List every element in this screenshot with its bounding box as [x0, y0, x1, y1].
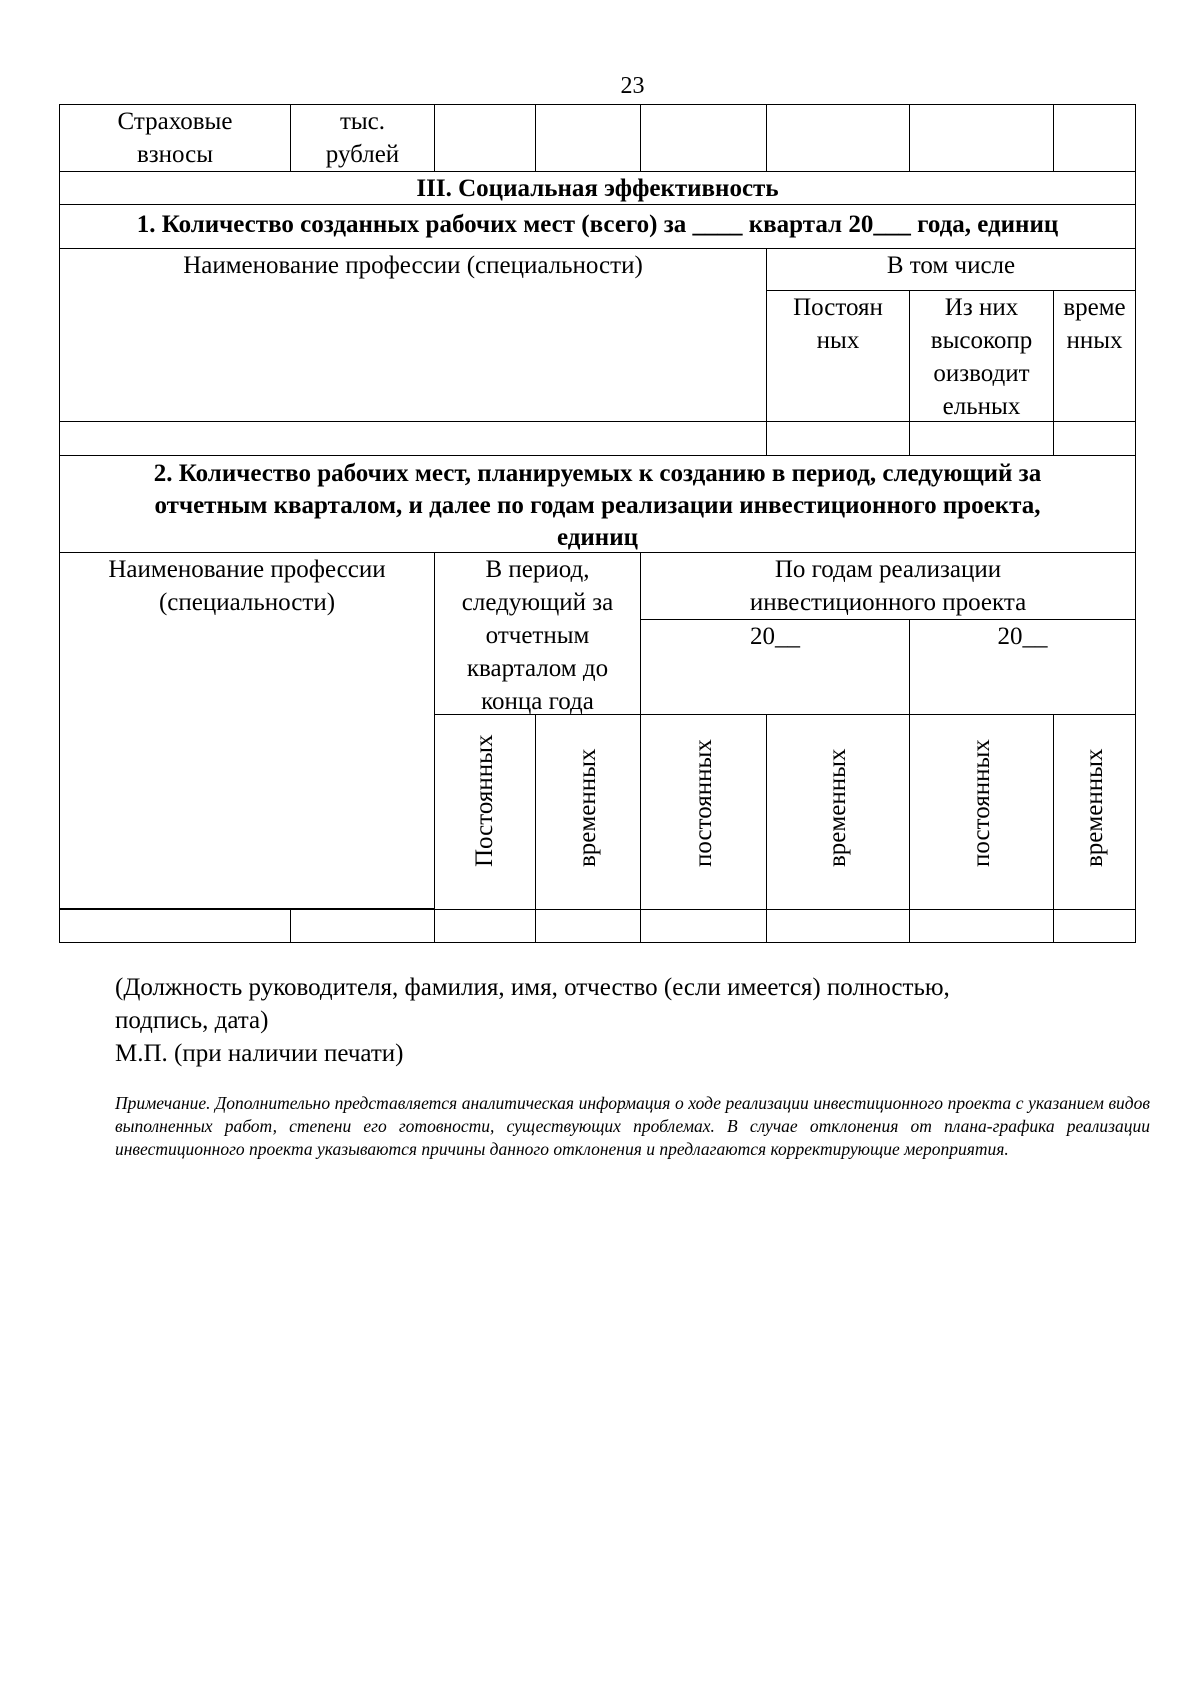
- insurance-value-cell[interactable]: [434, 104, 536, 172]
- insurance-value-cell[interactable]: [1053, 104, 1136, 172]
- footnote-note: Примечание. Дополнительно представляется аналитическая информация о ходе реализации инвестиционного проекта с указанием видов выполненных работ, степени его готовности, существующих проблемах. В случае отклонения от плана-графика реализации инвестиционного проекта указываются причины данного отклонения и предлагаются корректирующие мероприятия.: [115, 1093, 1150, 1159]
- table2-year2: 20__: [909, 619, 1136, 715]
- insurance-unit: тыс. рублей: [325, 108, 400, 168]
- insurance-value-cell[interactable]: [909, 104, 1054, 172]
- table2-year1: 20__: [640, 619, 910, 715]
- stamp-line: М.П. (при наличии печати): [115, 1040, 404, 1067]
- section-heading: III. Социальная эффективность: [59, 171, 1136, 205]
- insurance-unit-cell: [290, 104, 435, 172]
- table1-col-temporary: време нных: [1053, 290, 1136, 422]
- table1-col-permanent: Постоян ных: [766, 290, 910, 422]
- table2-col-period: В период, следующий за отчетным кварталом до конца года: [434, 552, 641, 715]
- signature-line: (Должность руководителя, фамилия, имя, отчество (если имеется) полностью,: [115, 974, 950, 1001]
- table2-data-cell[interactable]: [1053, 909, 1136, 943]
- table2-data-cell[interactable]: [290, 909, 435, 943]
- table2-year1-temporary: временных: [766, 714, 910, 910]
- table2-data-cell[interactable]: [59, 909, 291, 943]
- insurance-label-cell: [59, 104, 291, 172]
- table1-data-cell[interactable]: [766, 421, 910, 456]
- signature-line: подпись, дата): [115, 1007, 269, 1034]
- table1-col-profession: Наименование профессии (специальности): [59, 248, 767, 422]
- table1-data-cell[interactable]: [59, 421, 767, 456]
- table1-title: 1. Количество созданных рабочих мест (всего) за ____ квартал 20___ года, единиц: [59, 204, 1136, 249]
- signature-block: [115, 971, 1135, 1070]
- table2-year2-temporary: временных: [1053, 714, 1136, 910]
- insurance-value-cell[interactable]: [640, 104, 767, 172]
- table2-col-by-years: По годам реализации инвестиционного проекта: [640, 552, 1136, 620]
- report-form-table: [59, 104, 1136, 936]
- table2-period-temporary: временных: [535, 714, 641, 910]
- table2-col-profession: Наименование профессии (специальности): [59, 552, 435, 909]
- insurance-value-cell[interactable]: [766, 104, 910, 172]
- table2-title: 2. Количество рабочих мест, планируемых к созданию в период, следующий за отчетным кварталом, и далее по годам реализации инвестиционного проекта, единиц: [59, 455, 1136, 553]
- table2-period-permanent: Постоянных: [434, 714, 536, 910]
- table1-data-cell[interactable]: [1053, 421, 1136, 456]
- table2-year2-permanent: постоянных: [909, 714, 1054, 910]
- table2-year1-permanent: постоянных: [640, 714, 767, 910]
- insurance-value-cell[interactable]: [535, 104, 641, 172]
- page-number: 23: [620, 73, 645, 99]
- table2-data-cell[interactable]: [434, 909, 536, 943]
- insurance-label: Страховые взносы: [117, 108, 233, 168]
- table2-data-cell[interactable]: [909, 909, 1054, 943]
- table1-col-including: В том числе: [766, 248, 1136, 291]
- table2-data-cell[interactable]: [535, 909, 641, 943]
- table2-data-cell[interactable]: [766, 909, 910, 943]
- table2-data-cell[interactable]: [640, 909, 767, 943]
- table1-data-cell[interactable]: [909, 421, 1054, 456]
- table1-col-high-productive: Из них высокопр оизводит ельных: [909, 290, 1054, 422]
